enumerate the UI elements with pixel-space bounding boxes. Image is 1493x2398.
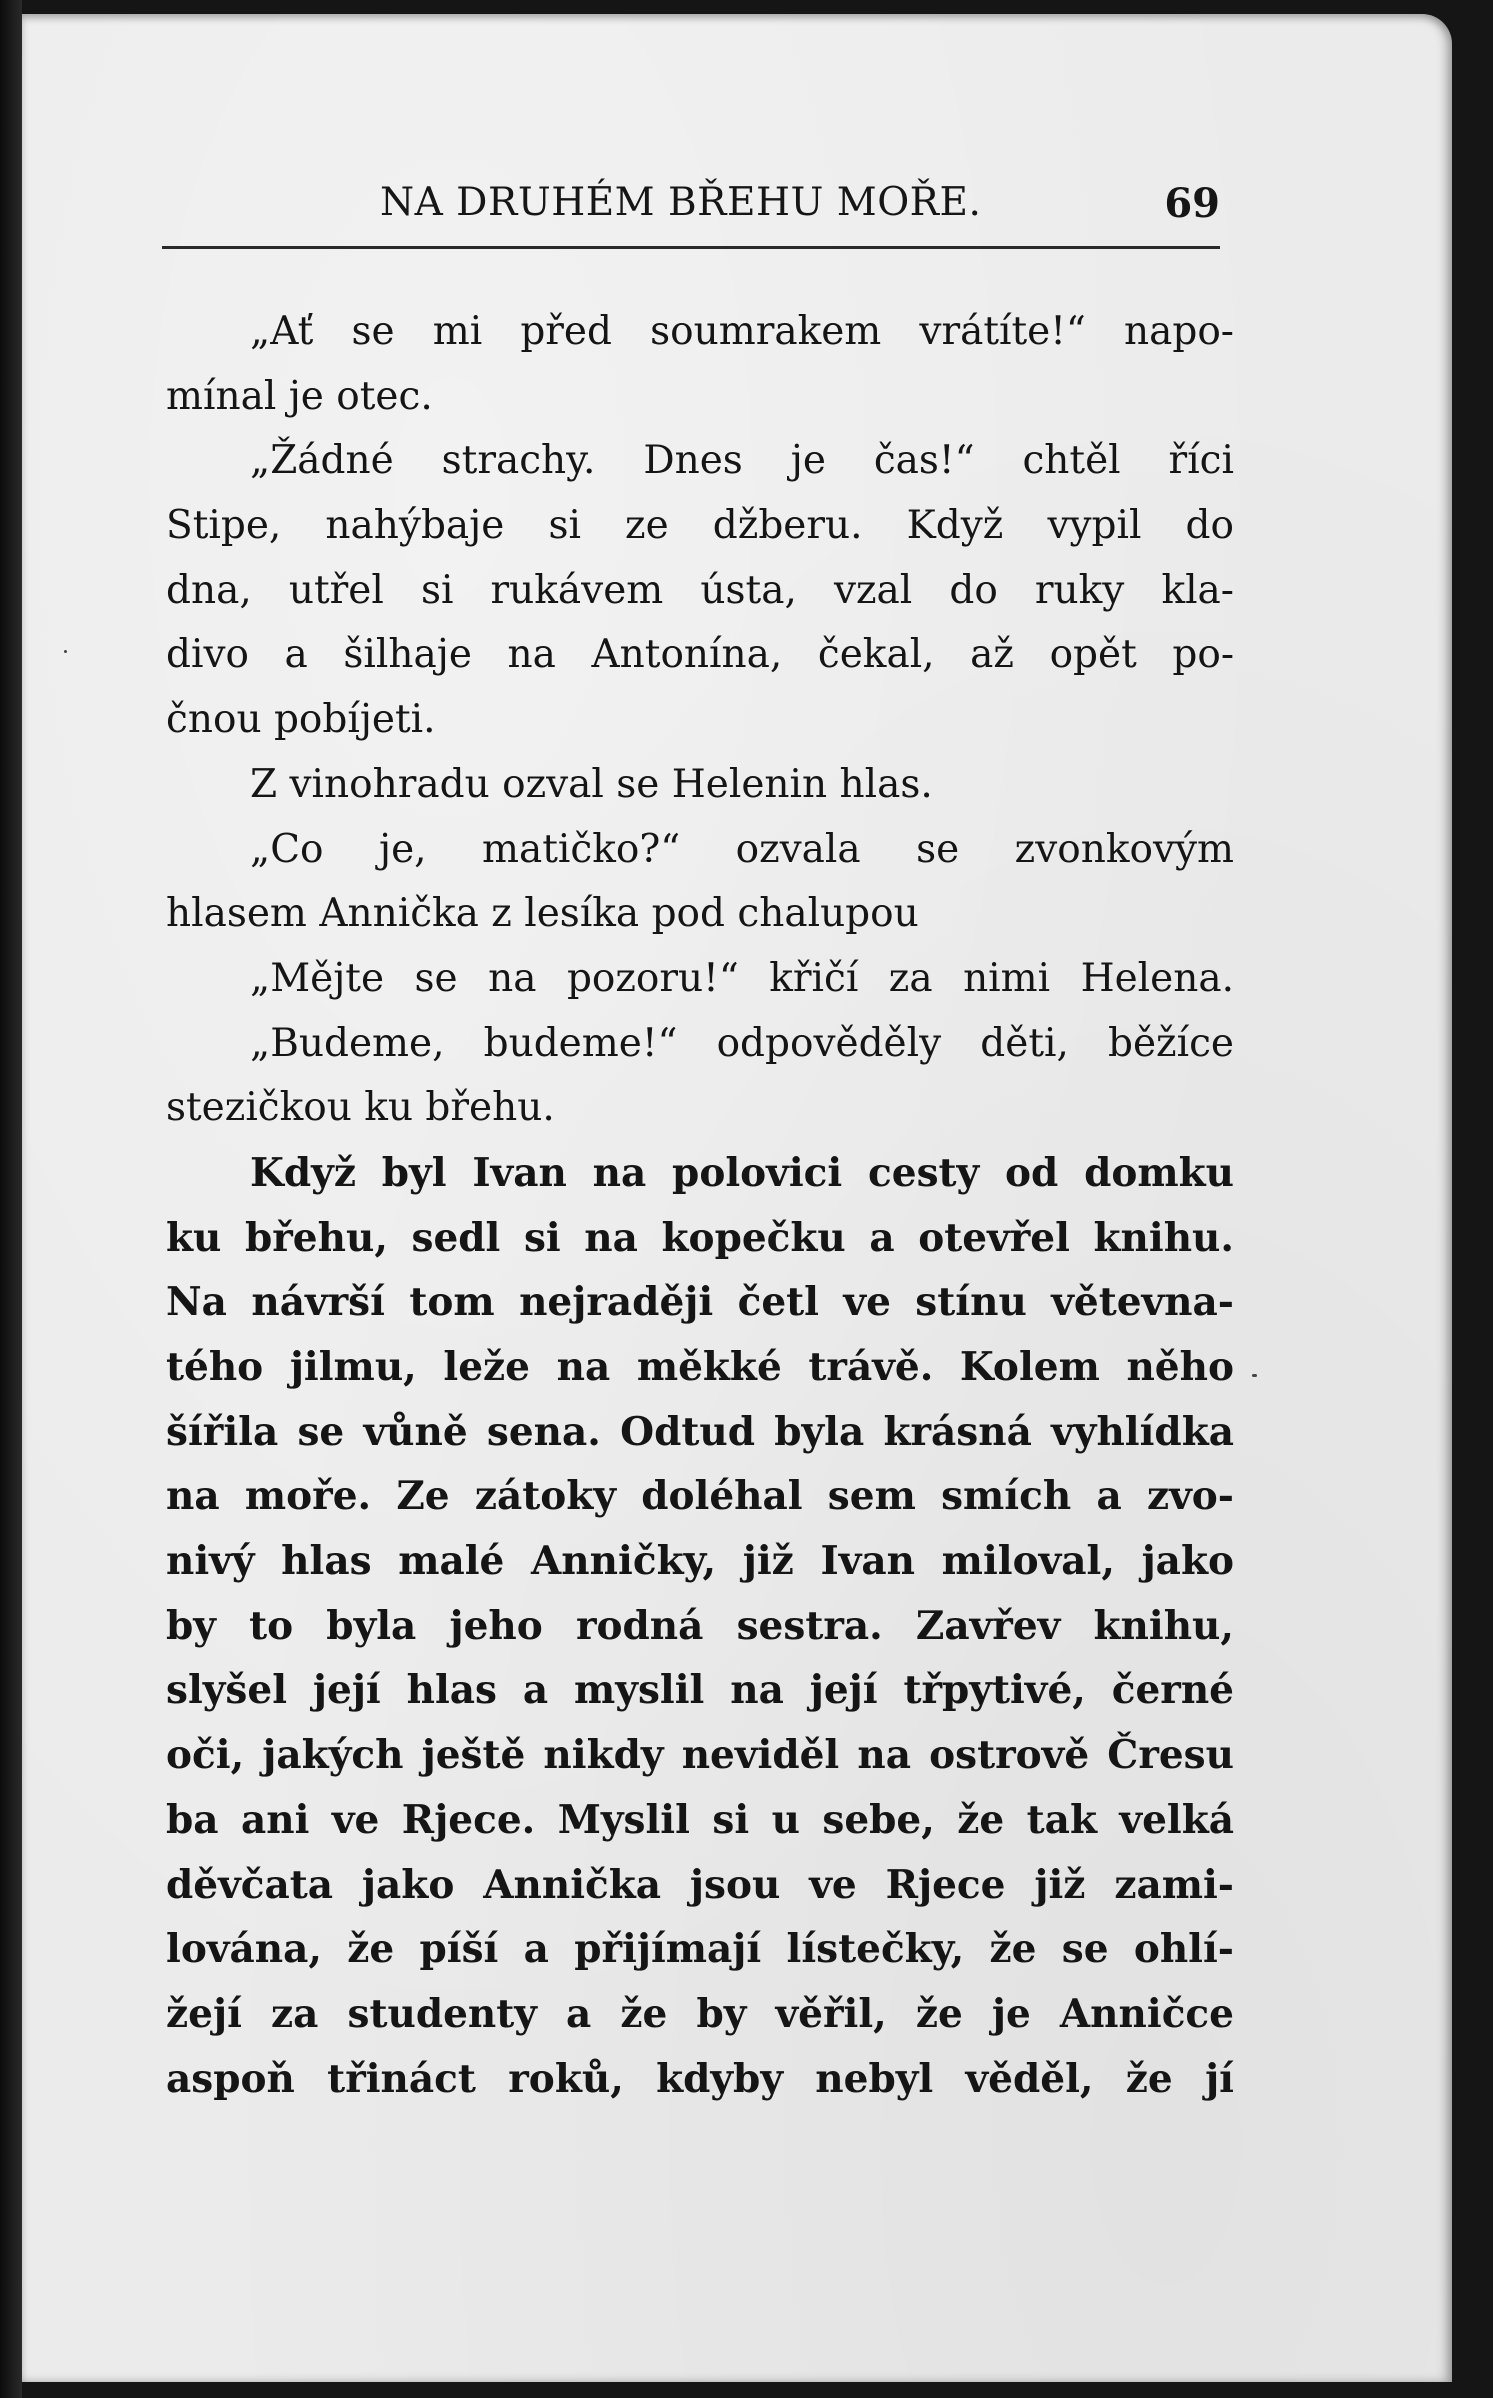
text-line: Stipe, nahýbaje si ze džberu. Když vypil do — [166, 503, 1234, 549]
text-line: Na návrší tom nejraději četl ve stínu větevna- — [166, 1279, 1234, 1326]
page-number: 69 — [1164, 180, 1220, 227]
text-line: aspoň třináct roků, kdyby nebyl věděl, že jí — [166, 2055, 1234, 2102]
text-line: „Žádné strachy. Dnes je čas!“ chtěl říci — [250, 438, 1234, 484]
text-line: Když byl Ivan na polovici cesty od domku — [250, 1149, 1234, 1196]
text-line: divo a šilhaje na Antonína, čekal, až opět po- — [166, 632, 1234, 678]
text-line: Z vinohradu ozval se Helenin hlas. — [250, 761, 933, 807]
text-line: „Co je, matičko?“ ozvala se zvonkovým — [250, 826, 1234, 872]
text-line: oči, jakých ještě nikdy neviděl na ostrově Čresu — [166, 1732, 1234, 1779]
running-header — [380, 180, 1220, 240]
text-line: šířila se vůně sena. Odtud byla krásná vyhlídka — [166, 1408, 1234, 1455]
text-line: mínal je otec. — [166, 373, 433, 419]
text-line: hlasem Annička z lesíka pod chalupou — [166, 891, 919, 937]
text-line: tého jilmu, leže na měkké trávě. Kolem něho — [166, 1344, 1234, 1390]
header-rule — [162, 246, 1220, 249]
text-line: dna, utřel si rukávem ústa, vzal do ruky kla- — [166, 567, 1234, 613]
text-line: „Ať se mi před soumrakem vrátíte!“ napo- — [250, 309, 1234, 354]
text-line: „Mějte se na pozoru!“ křičí za nimi Helena. — [250, 955, 1234, 1001]
text-line: na moře. Ze zátoky doléhal sem smích a zvo- — [166, 1473, 1234, 1520]
ink-speck — [1252, 1374, 1257, 1377]
running-title: NA DRUHÉM BŘEHU MOŘE. — [380, 180, 982, 225]
text-line: lována, že píší a přijímají lístečky, že se ohlí- — [166, 1926, 1234, 1973]
text-line: „Budeme, budeme!“ odpověděly děti, běžíce — [250, 1020, 1234, 1066]
text-line: stezičkou ku břehu. — [166, 1085, 555, 1131]
text-line: nivý hlas malé Anničky, již Ivan miloval, jako — [166, 1538, 1234, 1585]
text-line: ku břehu, sedl si na kopečku a otevřel knihu. — [166, 1214, 1234, 1261]
text-line: slyšel její hlas a myslil na její třpytivé, černé — [166, 1667, 1234, 1714]
text-line: by to byla jeho rodná sestra. Zavřev knihu, — [166, 1602, 1234, 1649]
body-text — [166, 300, 1234, 2111]
book-spine-edge — [0, 0, 22, 2398]
text-line: žejí za studenty a že by věřil, že je Anničce — [166, 1990, 1234, 2037]
ink-speck — [64, 650, 67, 653]
text-line: ba ani ve Rjece. Myslil si u sebe, že tak velká — [166, 1796, 1234, 1843]
text-line: čnou pobíjeti. — [166, 697, 436, 743]
text-line: děvčata jako Annička jsou ve Rjece již zami- — [166, 1861, 1234, 1908]
